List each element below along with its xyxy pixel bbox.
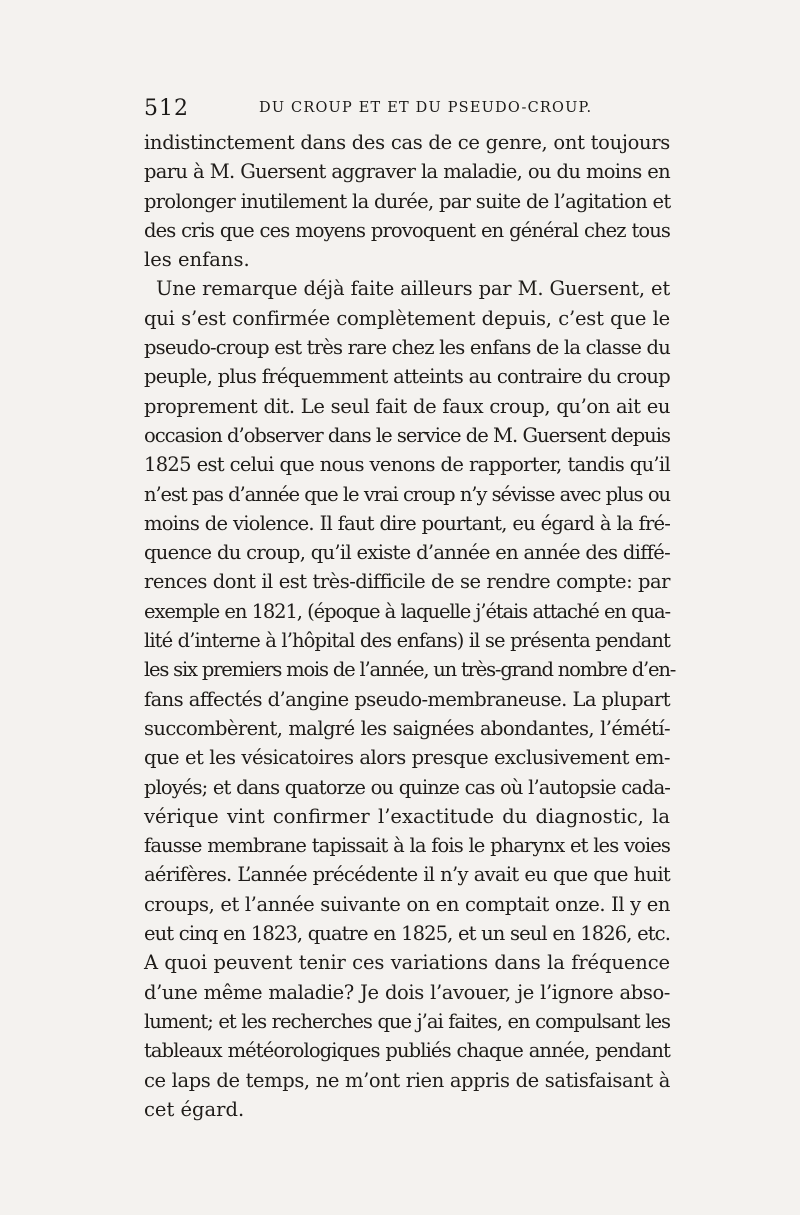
text-line: moins de violence. Il faut dire pourtant, eu égard à la fré- [144, 511, 670, 535]
text-line: qui s’est confirmée complètement depuis, c’est que le [144, 306, 670, 330]
text-line: les enfans. [144, 248, 250, 272]
text-line: rences dont il est très-difficile de se rendre compte: par [144, 570, 670, 594]
text-line: ployés; et dans quatorze ou quinze cas où l’autopsie cada- [144, 775, 670, 799]
text-line: eut cinq en 1823, quatre en 1825, et un seul en 1826, etc. [144, 922, 670, 946]
text-line: n’est pas d’année que le vrai croup n’y sévisse avec plus ou [144, 482, 670, 506]
running-title: DU CROUP ET ET DU PSEUDO-CROUP. [259, 100, 593, 116]
text-line: quence du croup, qu’il existe d’année en année des diffé- [144, 541, 670, 565]
text-line: A quoi peuvent tenir ces variations dans la fréquence [144, 951, 670, 975]
text-line: paru à M. Guersent aggraver la maladie, ou du moins en [144, 160, 670, 184]
text-line: occasion d’observer dans le service de M. Guersent depuis [144, 423, 670, 447]
text-line: ce laps de temps, ne m’ont rien appris de satisfaisant à [144, 1068, 670, 1092]
text-line: croups, et l’année suivante on en comptait onze. Il y en [144, 892, 670, 916]
text-line: que et les vésicatoires alors presque exclusivement em- [144, 746, 670, 770]
text-line: lument; et les recherches que j’ai faites, en compulsant les [144, 1009, 670, 1033]
text-line: vérique vint confirmer l’exactitude du diagnostic, la [144, 804, 670, 828]
text-line: tableaux météorologiques publiés chaque année, pendant [144, 1039, 670, 1063]
text-line: indistinctement dans des cas de ce genre, ont toujours [144, 131, 670, 154]
text-line: des cris que ces moyens provoquent en général chez tous [144, 218, 670, 242]
text-line: pseudo-croup est très rare chez les enfans de la classe du [144, 336, 670, 360]
text-line: 1825 est celui que nous venons de rapporter, tandis qu’il [144, 453, 670, 477]
text-line: fausse membrane tapissait à la fois le pharynx et les voies [144, 834, 670, 858]
body-text [144, 128, 676, 1124]
running-header [144, 96, 670, 126]
text-line: les six premiers mois de l’année, un très-grand nombre d’en- [144, 658, 676, 682]
text-line: fans affectés d’angine pseudo-membraneuse. La plupart [144, 687, 670, 711]
text-line: lité d’interne à l’hôpital des enfans) il se présenta pendant [144, 629, 670, 653]
text-line: Une remarque déjà faite ailleurs par M. Guersent, et [156, 277, 670, 301]
text-line: d’une même maladie? Je dois l’avouer, je l’ignore abso- [144, 980, 670, 1004]
page-number: 512 [144, 96, 189, 121]
text-line: peuple, plus fréquemment atteints au contraire du croup [144, 365, 670, 389]
text-line: exemple en 1821, (époque à laquelle j’étais attaché en qua- [144, 599, 670, 623]
text-line: cet égard. [144, 1097, 245, 1121]
text-line: aérifères. L’année précédente il n’y avait eu que que huit [144, 863, 670, 887]
text-line: prolonger inutilement la durée, par suite de l’agitation et [144, 189, 671, 213]
text-line: succombèrent, malgré les saignées abondantes, l’émétí- [144, 716, 670, 740]
text-line: proprement dit. Le seul fait de faux croup, qu’on ait eu [144, 394, 670, 418]
